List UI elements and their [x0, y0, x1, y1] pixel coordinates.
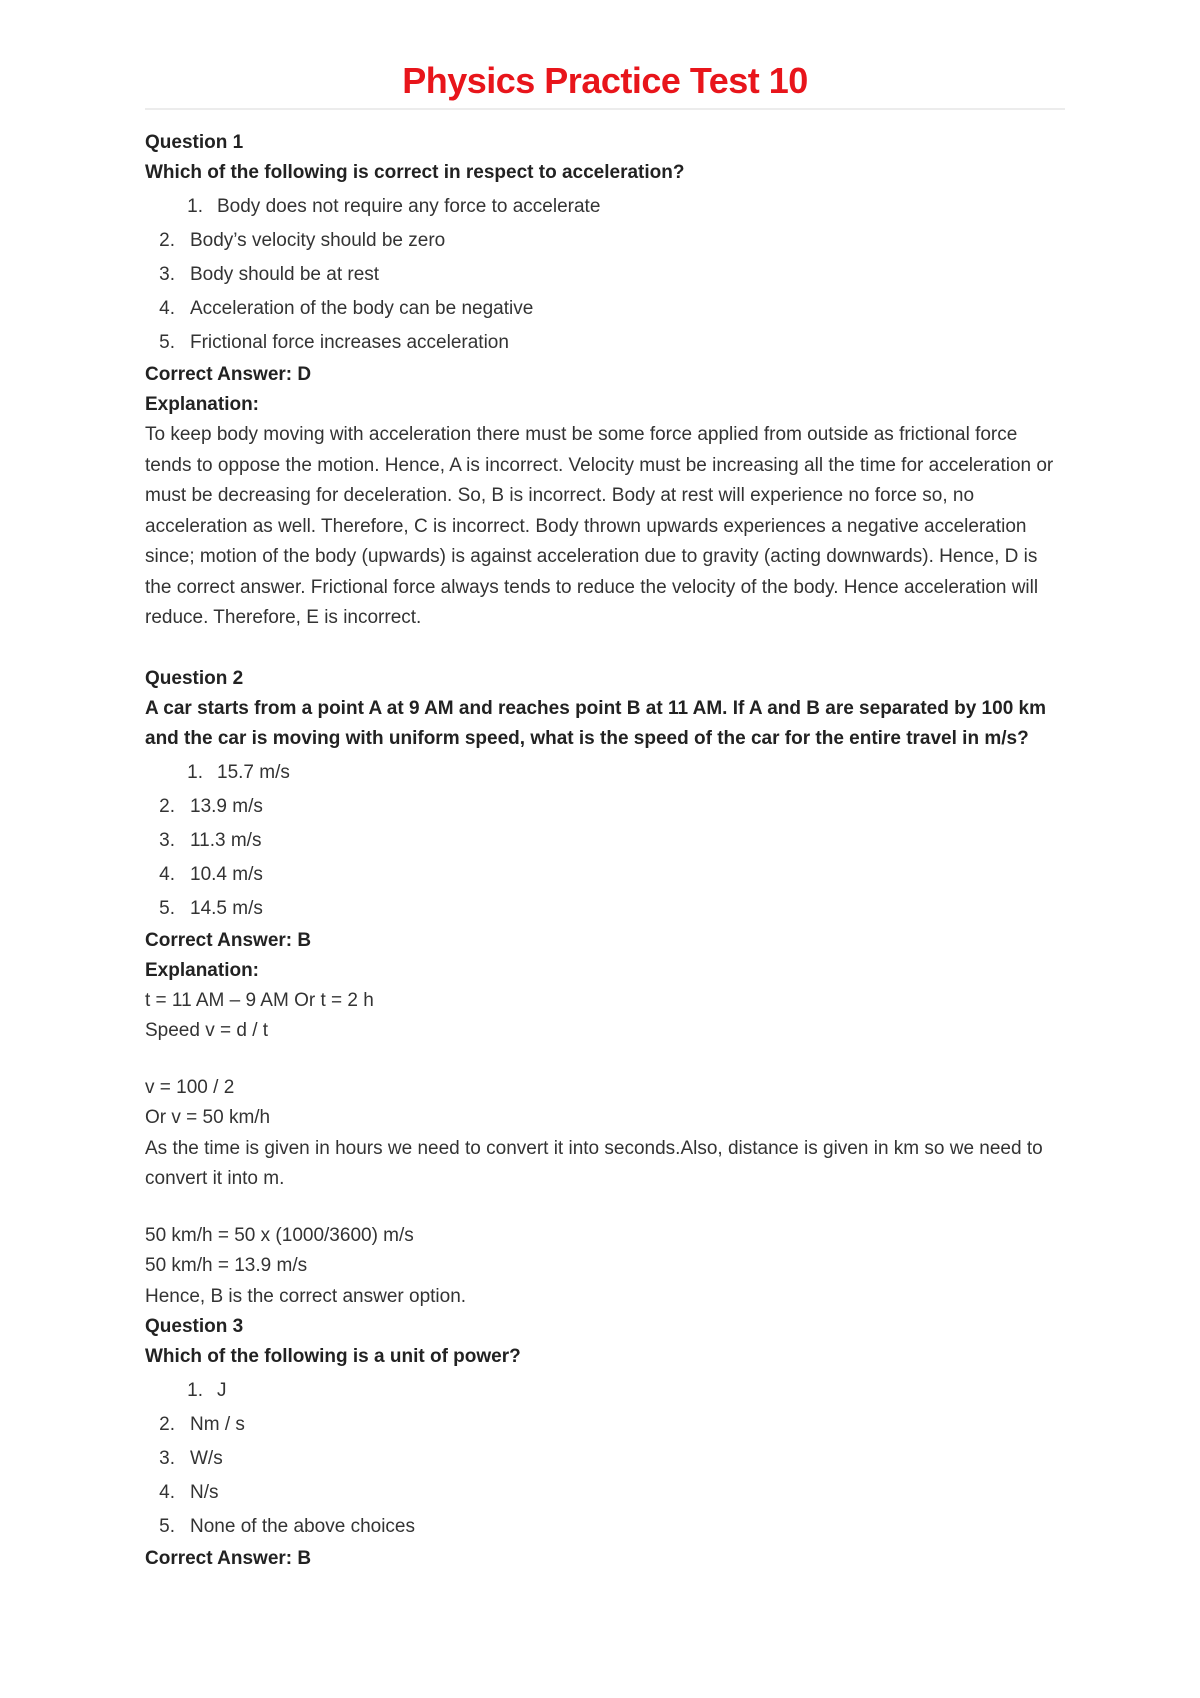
explanation-line: 50 km/h = 13.9 m/s [145, 1255, 308, 1276]
option-number: 2. [159, 795, 175, 817]
option-text: Body should be at rest [190, 264, 380, 285]
option-item [145, 224, 1065, 258]
option-number: 2. [159, 1414, 175, 1435]
option-item [145, 756, 1065, 790]
option-text: Acceleration of the body can be negative [190, 298, 534, 319]
option-number: 3. [159, 264, 175, 285]
option-number: 3. [159, 1448, 175, 1469]
options-list [145, 756, 1065, 926]
explanation-label: Explanation: [145, 959, 260, 981]
option-item [145, 258, 1065, 292]
explanation-label: Explanation: [145, 394, 260, 415]
explanation-text: To keep body moving with acceleration there must be some force applied from outside as frictional force tends to oppose the motion. Hence, A is incorrect. Velocity must be increasing all the time for acceleration or must be decreasing for deceleration. So, B is incorrect. Body at rest will experience no force so, no acceleration as well. Therefore, C is incorrect. Body thrown upwards experiences a negative acceleration since; motion of the body (upwards) is against acceleration due to gravity (acting downwards). Hence, D is the correct answer. Frictional force always tends to reduce the velocity of the body. Hence acceleration will reduce. Therefore, E is incorrect. [145, 424, 1054, 628]
option-number: 1. [187, 196, 203, 217]
explanation-line: Speed v = d / t [145, 1020, 269, 1041]
option-number: 1. [187, 761, 203, 783]
option-item [145, 858, 1065, 892]
option-item [145, 292, 1065, 326]
option-text: None of the above choices [190, 1516, 415, 1537]
question-label: Question 2 [145, 667, 244, 689]
question-label: Question 1 [145, 132, 244, 153]
option-number: 5. [159, 897, 175, 919]
option-number: 4. [159, 298, 175, 319]
option-text: Frictional force increases acceleration [190, 332, 509, 353]
options-list [145, 190, 1065, 360]
option-number: 4. [159, 1482, 175, 1503]
option-text: 14.5 m/s [190, 897, 263, 919]
explanation-line: v = 100 / 2 [145, 1076, 235, 1098]
question-1 [145, 128, 1065, 634]
spacer [145, 634, 1065, 664]
correct-answer: Correct Answer: B [145, 1548, 312, 1569]
spacer [145, 1047, 1065, 1073]
question-text: Which of the following is a unit of power? [145, 1346, 521, 1367]
option-item [145, 1510, 1065, 1544]
explanation-line: As the time is given in hours we need to convert it into seconds.Also, distance is given in km so we need to convert it into m. [145, 1137, 1043, 1189]
option-item [145, 892, 1065, 926]
correct-answer: Correct Answer: D [145, 364, 312, 385]
option-text: Body does not require any force to accelerate [217, 196, 601, 217]
option-text: 13.9 m/s [190, 795, 263, 817]
explanation-line: 50 km/h = 50 x (1000/3600) m/s [145, 1224, 414, 1246]
option-number: 1. [187, 1380, 203, 1401]
option-number: 5. [159, 1516, 175, 1537]
title-divider [145, 108, 1065, 110]
explanation-line: t = 11 AM – 9 AM Or t = 2 h [145, 989, 374, 1011]
question-2 [145, 664, 1065, 1313]
question-3 [145, 1312, 1065, 1574]
option-item [145, 1408, 1065, 1442]
option-text: Nm / s [190, 1414, 245, 1435]
option-item [145, 790, 1065, 824]
explanation-line: Or v = 50 km/h [145, 1107, 271, 1128]
option-text: W/s [190, 1448, 223, 1469]
option-item [145, 326, 1065, 360]
option-number: 2. [159, 230, 175, 251]
spacer [145, 1195, 1065, 1221]
option-number: 5. [159, 332, 175, 353]
explanation-line: Hence, B is the correct answer option. [145, 1285, 467, 1307]
option-text: J [217, 1380, 227, 1401]
option-text: Body’s velocity should be zero [190, 230, 446, 251]
option-item [145, 1476, 1065, 1510]
option-item [145, 1442, 1065, 1476]
option-text: N/s [190, 1482, 219, 1503]
option-item [145, 190, 1065, 224]
option-number: 3. [159, 829, 175, 851]
question-text: Which of the following is correct in respect to acceleration? [145, 162, 685, 183]
document-page [145, 0, 1065, 1574]
option-item [145, 824, 1065, 858]
option-text: 15.7 m/s [217, 761, 290, 783]
question-label: Question 3 [145, 1316, 244, 1337]
question-text: A car starts from a point A at 9 AM and reaches point B at 11 AM. If A and B are separated by 100 km and the car is moving with uniform speed, what is the speed of the car for the entire travel in m/s? [145, 697, 1046, 749]
correct-answer: Correct Answer: B [145, 929, 312, 951]
option-item [145, 1374, 1065, 1408]
page-title: Physics Practice Test 10 [402, 60, 808, 101]
option-text: 11.3 m/s [190, 829, 262, 851]
option-number: 4. [159, 863, 175, 885]
option-text: 10.4 m/s [190, 863, 263, 885]
options-list [145, 1374, 1065, 1544]
